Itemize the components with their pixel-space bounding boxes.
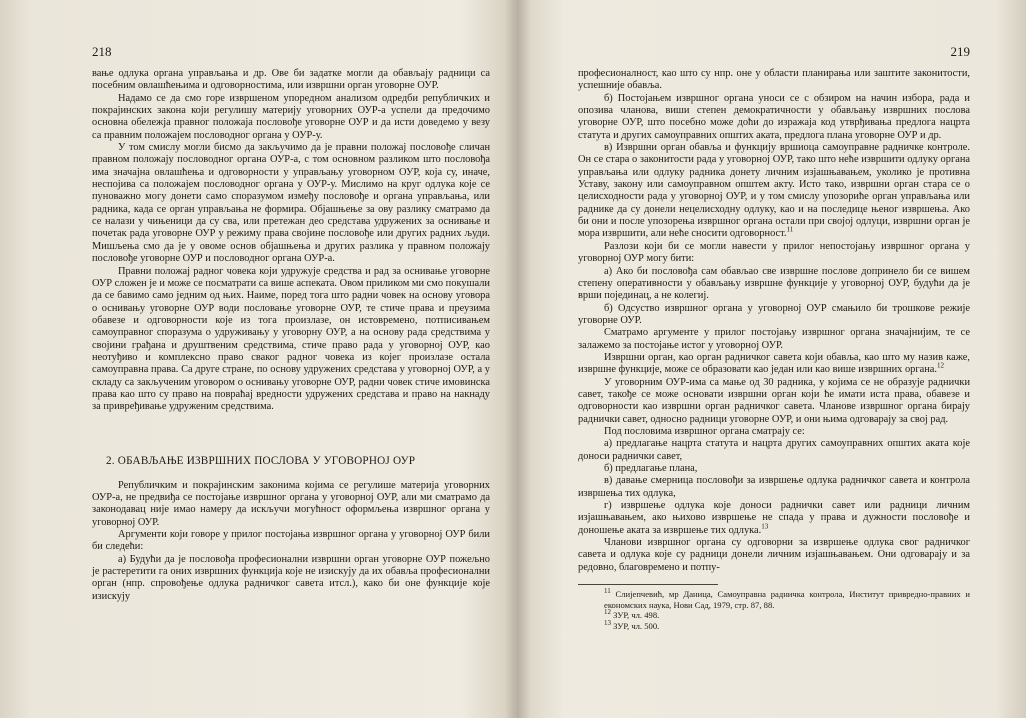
section-heading: 2. ОБАВЉАЊЕ ИЗВРШНИХ ПОСЛОВА У УГОВОРНОЈ ОУР bbox=[106, 454, 416, 467]
footnote-text: Слијепчевић, мр Даница, Самоуправна радничка контрола, Институт привредно-правних и економских наука, Нови Сад, 1979, стр. 87, 88. bbox=[604, 589, 970, 610]
footnote-text: ЗУР, чл. 498. bbox=[611, 610, 660, 621]
paragraph: Републичким и покрајинским законима којима се регулише материја уговорних ОУР-а, не предвиђа се постојање извршног органа у уговорној ОУР, али ми сматрамо да законодавац није имао намеру да искључи могућност оформљења извршног органа у уговорној ОУР. bbox=[92, 479, 490, 528]
paragraph bbox=[578, 68, 970, 93]
right-page bbox=[514, 0, 1026, 718]
paragraph bbox=[578, 475, 970, 500]
paragraph bbox=[578, 500, 970, 537]
paragraph: У том смислу могли бисмо да закључимо да је правни положај пословође сличан правном положају пословодног органа ОУР-а, с том основном разликом што пословођа има значајна овлашћења и одговорности у управљању уговорном ОУР, која су, иначе, неспојива са положајем пословодног органа у ОУР-у. Мислимо на круг одлука које се пуноважно могу донети само споразумом између пословође и органа управљања, или радника, када се орган управљања не формира. Објашњење за ову разлику сматрамо да се налази у чињеници да су сва, или претежан део средстава удружених за оснивање и почетак рада уговорне ОУР у режиму права својине пословође или других радних људи. Мишљења смо да је у овоме основ објашњења и других разлика у правном положају пословође уговорне ОУР и пословодног органа ОУР-а. bbox=[92, 142, 490, 265]
paragraph bbox=[578, 426, 970, 438]
footnote bbox=[578, 618, 970, 632]
paragraph-text: в) Извршни орган обавља и функцију вршиоца самоуправне радничке контроле. Он се стара о законитости рада у уговорној ОУР, тако што неће извршити одлуку органа управљања или одлуку радника донету личним изјашњавањем, уколико је противна Уставу, закону или самоуправном општем акту. Исто тако, извршни орган стара се о целисходности рада у уговорној ОУР, и у том смислу упозориће орган управљања или раднике да су донели нецелисходну одлуку, као и на последице њеног извршења. Ако би они и после упозорења извршног органа остали при својој одлуци, извршни орган је мора извршити, али неће сносити одговорност. bbox=[578, 142, 970, 240]
paragraph bbox=[578, 438, 970, 463]
left-page-body bbox=[92, 68, 490, 603]
footnote bbox=[578, 610, 970, 621]
paragraph bbox=[578, 266, 970, 303]
paragraph: а) Будући да је пословођа професионални извршни орган уговорне ОУР пожељно је растеретити га оних извршних функција које не изискују да их обавља професионални орган (нпр. спровођење одлука радничког савета итсл.), како би оне функције које изискују bbox=[92, 553, 490, 602]
paragraph bbox=[578, 142, 970, 241]
paragraph-text: б) Одсуство извршног органа у уговорној ОУР смањило би трошкове режије уговорне ОУР. bbox=[578, 302, 970, 326]
footnote-rule bbox=[578, 584, 718, 585]
page-number: 219 bbox=[950, 44, 970, 59]
paragraph: Правни положај радног човека који удружује средства и рад за оснивање уговорне ОУР сложен је и може се посматрати са више аспеката. Овом приликом ми смо покушали да се бавимо само једним од њих. Наиме, поред тога што радни човек на основу уговора о оснивању уговорне ОУР води пословање уговорне ОУР, те стиче права и преузима обавезе и одговорности које из тога произлазе, он истовремено, потписивањем самоуправног споразума о удруживању у уговорну ОУР, а на основу рада средствима у својини грађана и друштвеним средствима, стиче право рада у уговорној ОУР, као неотуђиво и комплексно право сваког радног човека из којег произлазе остала самоуправна права. Са друге стране, по основу удружених средстава у уговорној ОУР, а у складу са закљученим уговором о оснивању уговорне ОУР, радни човек стиче имовинска права као што су право на повраћај вредности удружених средстава и право на накнаду за привређивање удруженим средствима. bbox=[92, 265, 490, 413]
paragraph bbox=[578, 377, 970, 426]
paragraph-text: Сматрамо аргументе у прилог постојању извршног органа значајнијим, те се залажемо за постојање истог у уговорној ОУР. bbox=[578, 327, 970, 351]
footnote-marker: 12 bbox=[937, 361, 944, 370]
paragraph-text: б) Постојањем извршног органа уноси се с обзиром на начин избора, рада и опозива чланова, виши степен демократичности у обављању извршних послова уговорне ОУР, што посебно може доћи до изражаја код утврђивања предлога нацрта статута и других самоуправних општих аката, предлога плана уговорне ОУР и др. bbox=[578, 92, 970, 141]
footnotes bbox=[578, 589, 970, 631]
paragraph bbox=[578, 93, 970, 142]
right-page-body bbox=[578, 68, 970, 574]
paragraph: Аргументи који говоре у прилог постојања извршног органа у уговорној ОУР били би следећи: bbox=[92, 529, 490, 553]
paragraph-text: Чланови извршног органа су одговорни за извршење одлука свог радничког савета и одлука које су радници донели личним изјашњавањем. Они одговарају и за редовно, благовремено и потпу- bbox=[578, 537, 970, 573]
paragraph-text: Извршни орган, као орган радничког савета који обавља, као што му назив каже, извршне функције, може се образовати као један или као више извршних органа. bbox=[578, 351, 970, 376]
footnote bbox=[578, 589, 970, 610]
paragraph bbox=[578, 327, 970, 352]
paragraph bbox=[578, 352, 970, 377]
paragraph bbox=[578, 537, 970, 574]
paragraph-text: професионалност, као што су нпр. оне у области планирања или заштите законитости, успешније обавља. bbox=[578, 68, 970, 92]
paragraph: вање одлука органа управљања и др. Ове би задатке могли да обављају радници са посебним овлашћењима и одговорностима, или извршни орган уговорне ОУР. bbox=[92, 68, 490, 92]
paragraph-text: г) извршење одлука које доноси раднички савет или радници личним изјашњавањем, ако њихово извршење не спада у права и дужности пословође и доношење аката за извршење тих одлука. bbox=[578, 500, 970, 536]
page-number: 218 bbox=[92, 44, 112, 59]
paragraph-text: У уговорним ОУР-има са мање од 30 радника, у којима се не образује раднички савет, такође се може основати извршни орган који ће имати иста права, обавезе и одговорности као извршни орган радничког савета. Чланове извршног органа бирају раднички савет, односно радници уговорне ОУР, и они њима одговарају за свој рад. bbox=[578, 376, 970, 425]
footnote-number: 13 bbox=[604, 618, 611, 627]
footnote-marker: 13 bbox=[761, 522, 769, 531]
paragraph bbox=[578, 463, 970, 475]
paragraph-text: в) давање смерница пословођи за извршење одлука радничког савета и контрола извршења тих одлука, bbox=[578, 475, 970, 499]
footnote-marker: 11 bbox=[786, 226, 794, 234]
footnote-number: 12 bbox=[604, 608, 611, 617]
paragraph-text: б) предлагање плана, bbox=[604, 463, 698, 474]
paragraph-text: Под пословима извршног органа сматрају се: bbox=[604, 425, 805, 437]
paragraph: Надамо се да смо горе извршеном упоредном анализом одредби републичких и покрајинских закона који регулишу материју уговорних ОУР-а успели да предочимо основна обележја правног положаја пословође уговорне ОУР и да исти доведемо у везу са правним положајем пословодног органа у ОУР-у. bbox=[92, 92, 490, 141]
paragraph-text: Разлози који би се могли навести у прилог непостојању извршног органа у уговорној ОУР могу бити: bbox=[578, 240, 970, 265]
footnote-number: 11 bbox=[604, 587, 611, 596]
paragraph bbox=[578, 303, 970, 328]
paragraph-text: а) Ако би пословођа сам обављао све извршне послове допринело би се вишем степену оперативности у обављању извршне функције у уговорној ОУР, будући да је врши појединац, а не колегиј. bbox=[578, 265, 970, 302]
paragraph-text: а) предлагање нацрта статута и нацрта других самоуправних општих аката које доноси раднички савет, bbox=[578, 438, 970, 462]
footnote-text: ЗУР, чл. 500. bbox=[611, 620, 660, 631]
paragraph bbox=[578, 241, 970, 266]
